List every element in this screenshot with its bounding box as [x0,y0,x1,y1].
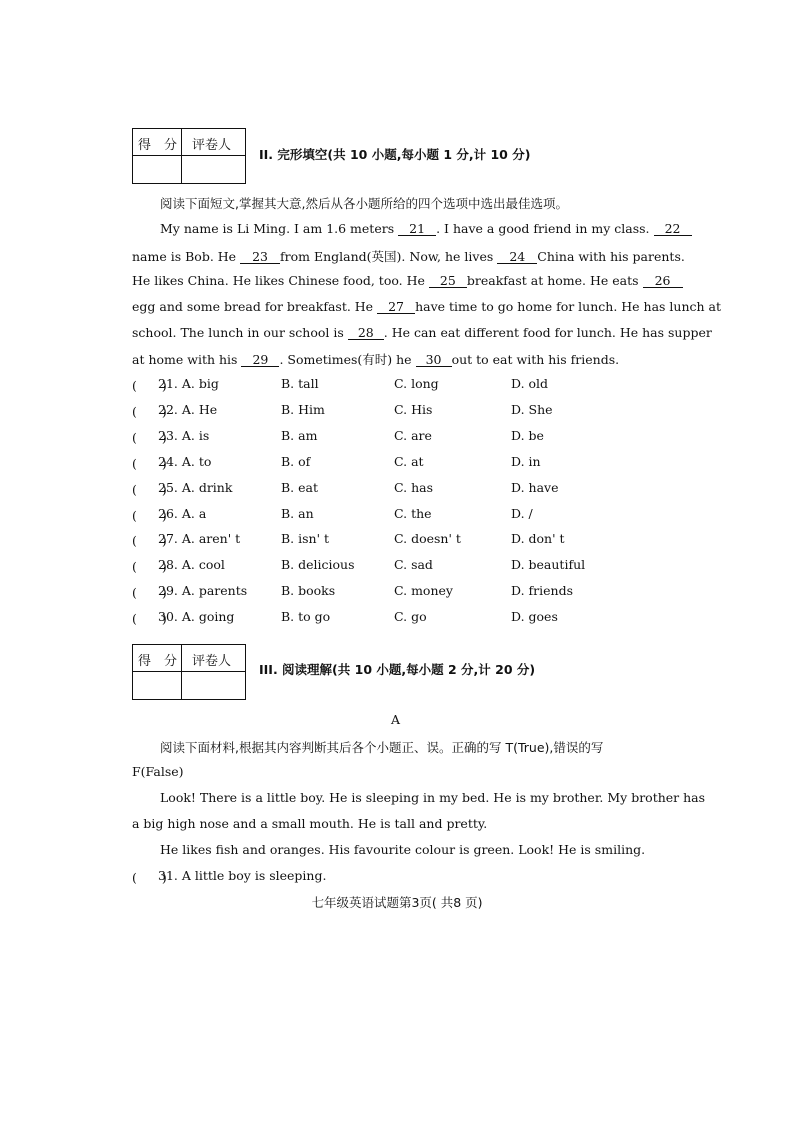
passage-text: breakfast at home. He eats [466,273,643,288]
passage-text: have time to go home for lunch. He has lunch at [415,299,722,314]
blank-26: 26 [643,274,683,288]
answer-paren[interactable]: ( ) [132,482,167,497]
option-d: D. She [511,402,553,417]
option-a: 29. A. parents [158,583,248,598]
option-c: C. the [394,506,432,521]
passage-text: out to eat with his friends. [451,352,620,367]
option-d: D. friends [511,583,573,598]
reading-line-1: Look! There is a little boy. He is sleeping in my bed. He is my brother. My brother has [160,790,706,805]
option-b: B. delicious [281,557,355,572]
passage-text: China with his parents. [537,249,685,264]
passage-text: school. The lunch in our school is [132,325,348,340]
option-a: 25. A. drink [158,480,233,495]
option-a: 27. A. aren' t [158,531,241,546]
score-input-cell [133,672,182,699]
page-footer: 七年级英语试题第3页( 共8 页) [311,895,483,910]
option-c: C. has [394,480,433,495]
option-d: D. beautiful [511,557,586,572]
grader-label: 评卷人 [192,138,232,153]
option-c: C. are [394,428,432,443]
option-d: D. goes [511,609,558,624]
grade-box-section2 [132,128,246,184]
passage-line-1 [160,221,690,236]
passage-text: at home with his [132,352,242,367]
grader-input-cell [182,156,245,183]
section3-instruction: 阅读下面材料,根据其内容判断其后各个小题正、误。正确的写 T(True),错误的写 [160,740,604,755]
section3-title: III. 阅读理解(共 10 小题,每小题 2 分,计 20 分) [259,662,536,677]
option-c: C. His [394,402,433,417]
reading-line-2: a big high nose and a small mouth. He is tall and pretty. [132,816,488,831]
option-d: D. have [511,480,559,495]
option-a: 23. A. is [158,428,210,443]
option-b: B. books [281,583,336,598]
question-row [132,376,662,394]
question-row [132,557,662,575]
section2-instruction: 阅读下面短文,掌握其大意,然后从各小题所给的四个选项中选出最佳选项。 [160,196,568,211]
passage-text: He likes China. He likes Chinese food, too. He [132,273,429,288]
answer-paren[interactable]: ( ) [132,611,167,626]
question-row [132,531,662,549]
passage-line-3 [132,273,671,288]
blank-21: 21 [398,222,436,236]
reading-line-3: He likes fish and oranges. His favourite colour is green. Look! He is smiling. [160,842,646,857]
passage-text: . I have a good friend in my class. [436,221,654,236]
blank-24: 24 [497,250,537,264]
option-b: B. isn' t [281,531,330,546]
question-row [132,454,662,472]
option-a: 30. A. going [158,609,235,624]
option-c: C. long [394,376,439,391]
answer-paren[interactable]: ( ) [132,404,167,419]
option-c: C. go [394,609,427,624]
grader-input-cell [182,672,245,699]
passage-line-2 [132,247,685,265]
part-label: A [391,712,401,727]
question-row [132,609,662,627]
blank-23: 23 [240,250,280,264]
option-b: B. of [281,454,311,469]
blank-27: 27 [377,300,415,314]
passage-line-6 [132,350,662,368]
score-cell [133,645,182,672]
option-a: 28. A. cool [158,557,225,572]
option-d: D. be [511,428,544,443]
option-c: C. doesn' t [394,531,461,546]
answer-paren[interactable]: ( ) [132,508,167,523]
score-label: 得 分 [138,138,178,153]
grader-label: 评卷人 [192,654,232,669]
passage-line-4 [132,299,722,314]
option-c: C. at [394,454,424,469]
passage-text: name is Bob. He [132,249,241,264]
option-c: C. sad [394,557,433,572]
passage-text: . He can eat different food for lunch. He has supper [383,325,712,340]
passage-text: . Sometimes(有时) he [279,352,416,367]
question-31: 31. A little boy is sleeping. [158,868,327,883]
grade-box-section3 [132,644,246,700]
section2-title: II. 完形填空(共 10 小题,每小题 1 分,计 10 分) [259,147,531,162]
option-c: C. money [394,583,453,598]
question-row [132,402,662,420]
answer-paren[interactable]: ( ) [132,456,167,471]
score-input-cell [133,156,182,183]
option-b: B. eat [281,480,319,495]
option-a: 26. A. a [158,506,207,521]
blank-28: 28 [348,326,384,340]
passage-text: My name is Li Ming. I am 1.6 meters [160,221,399,236]
option-a: 22. A. He [158,402,218,417]
answer-paren[interactable]: ( ) [132,430,167,445]
blank-30: 30 [416,353,452,367]
option-b: B. Him [281,402,325,417]
answer-paren[interactable]: ( ) [132,585,167,600]
answer-paren[interactable]: ( ) [132,559,167,574]
question-row [132,506,662,524]
score-cell [133,129,182,156]
answer-paren[interactable]: ( ) [132,533,167,548]
blank-29: 29 [241,353,279,367]
option-a: 21. A. big [158,376,219,391]
question-row [132,868,662,886]
blank-25: 25 [429,274,467,288]
option-d: D. old [511,376,549,391]
question-row [132,583,662,601]
question-row [132,428,662,446]
section3-instruction-cont: F(False) [132,764,184,779]
blank-22: 22 [654,222,692,236]
option-d: D. / [511,506,533,521]
option-b: B. tall [281,376,319,391]
grader-cell [182,129,245,156]
question-row [132,480,662,498]
option-b: B. an [281,506,314,521]
option-d: D. in [511,454,541,469]
passage-line-5 [132,325,712,340]
option-a: 24. A. to [158,454,212,469]
option-b: B. am [281,428,318,443]
grader-cell [182,645,245,672]
answer-paren[interactable]: ( ) [132,870,167,885]
option-d: D. don' t [511,531,565,546]
answer-paren[interactable]: ( ) [132,378,167,393]
passage-text: egg and some bread for breakfast. He [132,299,378,314]
score-label: 得 分 [138,654,178,669]
passage-text: from England(英国). Now, he lives [280,249,498,264]
option-b: B. to go [281,609,331,624]
